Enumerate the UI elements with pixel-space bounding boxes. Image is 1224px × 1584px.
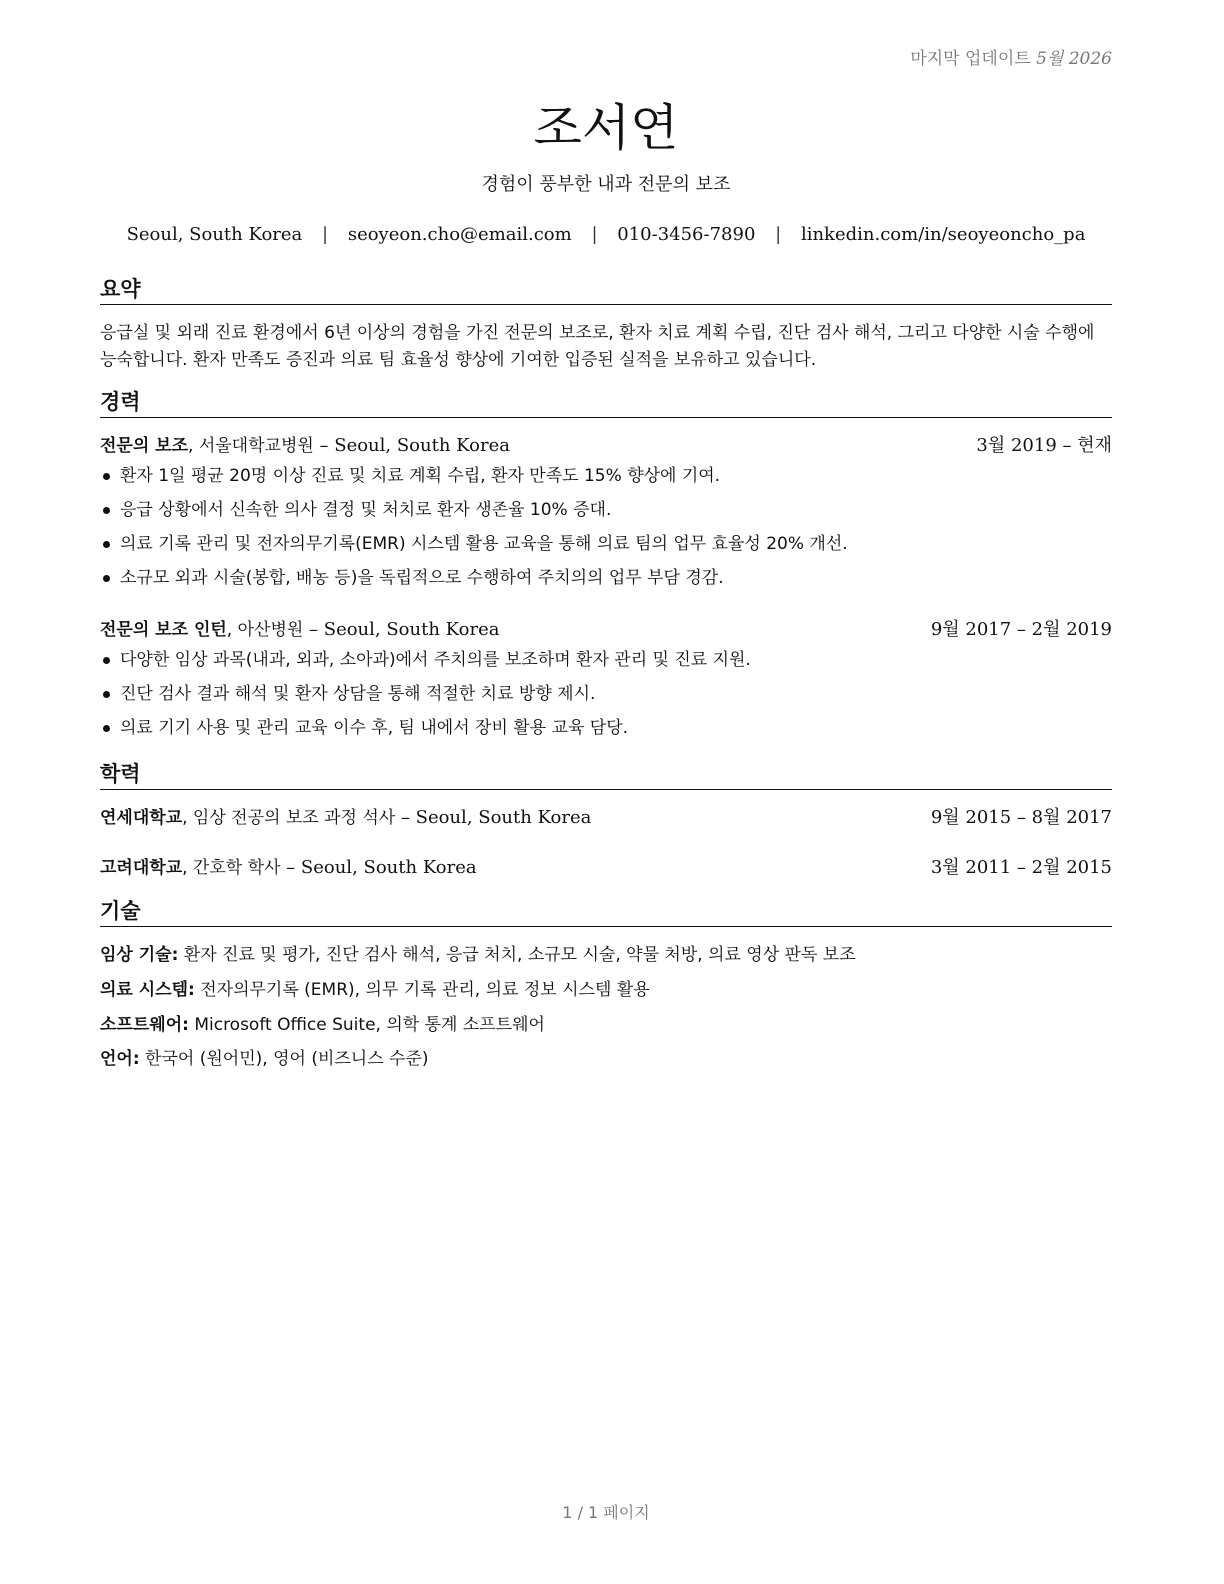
section-title-summary: 요약 (100, 276, 1112, 305)
skill-value: 환자 진료 및 평가, 진단 검사 해석, 응급 처치, 소규모 시술, 약물 처방, 의료 영상 판독 보조 (178, 945, 856, 965)
bullet-text: 의료 기록 관리 및 전자의무기록(EMR) 시스템 활용 교육을 통해 의료 팀의 업무 효율성 20% 개선. (120, 534, 848, 554)
page-number: 1 / 1 페이지 (562, 1503, 650, 1522)
bullet-icon (103, 507, 110, 514)
bullet-icon (103, 725, 110, 732)
skill-value: Microsoft Office Suite, 의학 통계 소프트웨어 (188, 1015, 545, 1035)
section-title-experience: 경력 (100, 389, 1112, 418)
job-bullets (100, 463, 1112, 599)
school-name: 고려대학교 (100, 858, 183, 878)
job-org: , 서울대학교병원 (188, 436, 314, 456)
skill-row (100, 1046, 1112, 1072)
skill-label: 의료 시스템: (100, 980, 195, 1000)
degree-name: , 임상 전공의 보조 과정 석사 (182, 808, 396, 828)
job-role: 전문의 보조 인턴 (100, 620, 227, 640)
contact-email[interactable]: seoyeon.cho@email.com (347, 224, 572, 245)
bullet-icon (103, 473, 110, 480)
resume-page (100, 0, 1112, 1584)
skill-label: 임상 기술: (100, 945, 179, 965)
contact-line (100, 224, 1112, 245)
entry-header (100, 433, 1112, 459)
last-updated-label: 마지막 업데이트 (910, 49, 1031, 69)
last-updated-date: 5월 2026 (1036, 49, 1112, 69)
contact-phone: 010-3456-7890 (617, 224, 756, 245)
bullet-icon (103, 657, 110, 664)
degree-name: , 간호학 학사 (182, 858, 281, 878)
school-location: – Seoul, South Korea (280, 857, 477, 878)
last-updated (910, 44, 1112, 69)
list-item (100, 565, 1112, 599)
job-dates: 3월 2019 – 현재 (976, 435, 1112, 456)
summary-text: 응급실 및 외래 진료 환경에서 6년 이상의 경험을 가진 전문의 보조로, 환자 치료 계획 수립, 진단 검사 해석, 그리고 다양한 시술 수행에 능숙합니다. 환자 만족도 증진과 의료 팀 효율성 향상에 기여한 입증된 실적을 보유하고 있습니다. (100, 323, 1095, 370)
skill-value: 전자의무기록 (EMR), 의무 기록 관리, 의료 정보 시스템 활용 (194, 980, 650, 1000)
experience-entry (100, 433, 1112, 599)
bullet-text: 진단 검사 결과 해석 및 환자 상담을 통해 적절한 치료 방향 제시. (120, 684, 596, 704)
section-title-education: 학력 (100, 761, 1112, 790)
list-item (100, 531, 1112, 565)
job-location: – Seoul, South Korea (313, 435, 510, 456)
school-name: 연세대학교 (100, 808, 183, 828)
skill-row (100, 942, 1112, 968)
contact-linkedin[interactable]: linkedin.com/in/seoyeoncho_pa (800, 224, 1086, 245)
bullet-text: 의료 기기 사용 및 관리 교육 이수 후, 팀 내에서 장비 활용 교육 담당. (120, 718, 629, 738)
bullet-icon (103, 691, 110, 698)
entry-header (100, 805, 1112, 831)
contact-separator: | (591, 224, 598, 245)
skill-label: 언어: (100, 1049, 140, 1069)
list-item (100, 647, 1112, 681)
candidate-tagline: 경험이 풍부한 내과 전문의 보조 (481, 174, 731, 195)
entry-header (100, 855, 1112, 881)
entry-header (100, 617, 1112, 643)
job-org: , 아산병원 (226, 620, 304, 640)
list-item (100, 497, 1112, 531)
job-role: 전문의 보조 (100, 436, 189, 456)
list-item (100, 681, 1112, 715)
skill-value: 한국어 (원어민), 영어 (비즈니스 수준) (139, 1049, 429, 1069)
bullet-text: 응급 상황에서 신속한 의사 결정 및 처치로 환자 생존율 10% 증대. (120, 500, 612, 520)
contact-location: Seoul, South Korea (126, 224, 303, 245)
school-location: – Seoul, South Korea (395, 807, 592, 828)
bullet-text: 다양한 임상 과목(내과, 외과, 소아과)에서 주치의를 보조하며 환자 관리 및 진료 지원. (120, 650, 751, 670)
skill-row (100, 977, 1112, 1003)
experience-entry (100, 617, 1112, 749)
list-item (100, 463, 1112, 497)
bullet-text: 환자 1일 평균 20명 이상 진료 및 치료 계획 수립, 환자 만족도 15% 향상에 기여. (120, 466, 721, 486)
bullet-icon (103, 541, 110, 548)
skill-row (100, 1012, 1112, 1038)
list-item (100, 715, 1112, 749)
job-location: – Seoul, South Korea (303, 619, 500, 640)
education-entry (100, 855, 1112, 881)
job-dates: 9월 2017 – 2월 2019 (930, 619, 1112, 640)
contact-separator: | (322, 224, 329, 245)
job-bullets (100, 647, 1112, 749)
contact-separator: | (775, 224, 782, 245)
candidate-name: 조서연 (533, 99, 679, 157)
education-dates: 3월 2011 – 2월 2015 (930, 857, 1112, 878)
education-dates: 9월 2015 – 8월 2017 (930, 807, 1112, 828)
education-entry (100, 805, 1112, 831)
bullet-text: 소규모 외과 시술(봉합, 배농 등)을 독립적으로 수행하여 주치의의 업무 부담 경감. (120, 568, 724, 588)
skill-label: 소프트웨어: (100, 1015, 189, 1035)
section-title-skills: 기술 (100, 898, 1112, 927)
bullet-icon (103, 575, 110, 582)
